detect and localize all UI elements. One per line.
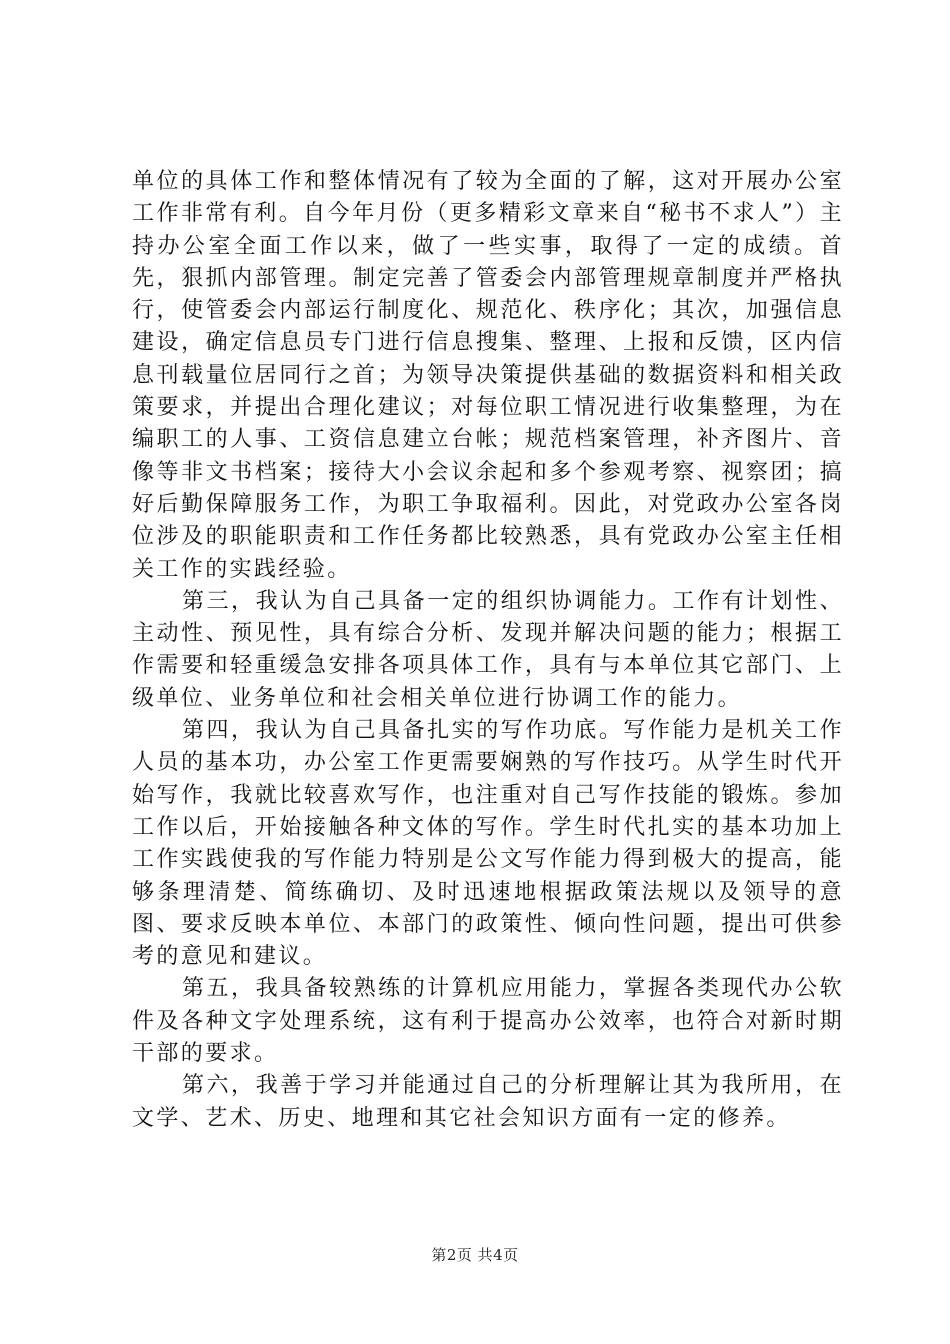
paragraph-4: 第五，我具备较熟练的计算机应用能力，掌握各类现代办公软件及各种文字处理系统，这有利于提高办公效率，也符合对新时期干部的要求。 <box>132 976 844 1067</box>
document-body <box>132 166 844 1135</box>
page-number-footer: 第2页 共4页 <box>431 1246 519 1264</box>
paragraph-2: 第三，我认为自己具备一定的组织协调能力。工作有计划性、主动性、预见性，具有综合分析、发现并解决问题的能力；根据工作需要和轻重缓急安排各项具体工作，具有与本单位其它部门、上级单位、业务单位和社会相关单位进行协调工作的能力。 <box>132 588 844 711</box>
paragraph-3: 第四，我认为自己具备扎实的写作功底。写作能力是机关工作人员的基本功，办公室工作更需要娴熟的写作技巧。从学生时代开始写作，我就比较喜欢写作，也注重对自己写作技能的锻炼。参加工作以后，开始接触各种文体的写作。学生时代扎实的基本功加上工作实践使我的写作能力特别是公文写作能力得到极大的提高，能够条理清楚、简练确切、及时迅速地根据政策法规以及领导的意图、要求反映本单位、本部门的政策性、倾向性问题，提出可供参考的意见和建议。 <box>132 718 844 970</box>
paragraph-1: 单位的具体工作和整体情况有了较为全面的了解，这对开展办公室工作非常有利。自今年月份（更多精彩文章来自“秘书不求人”）主持办公室全面工作以来，做了一些实事，取得了一定的成绩。首先，狠抓内部管理。制定完善了管委会内部管理规章制度并严格执行，使管委会内部运行制度化、规范化、秩序化；其次，加强信息建设，确定信息员专门进行信息搜集、整理、上报和反馈，区内信息刊载量位居同行之首；为领导决策提供基础的数据资料和相关政策要求，并提出合理化建议；对每位职工情况进行收集整理，为在编职工的人事、工资信息建立台帐；规范档案管理，补齐图片、音像等非文书档案；接待大小会议余起和多个参观考察、视察团；搞好后勤保障服务工作，为职工争取福利。因此，对党政办公室各岗位涉及的职能职责和工作任务都比较熟悉，具有党政办公室主任相关工作的实践经验。 <box>132 169 844 582</box>
paragraph-5: 第六，我善于学习并能通过自己的分析理解让其为我所用，在文学、艺术、历史、地理和其它社会知识方面有一定的修养。 <box>132 1073 844 1131</box>
